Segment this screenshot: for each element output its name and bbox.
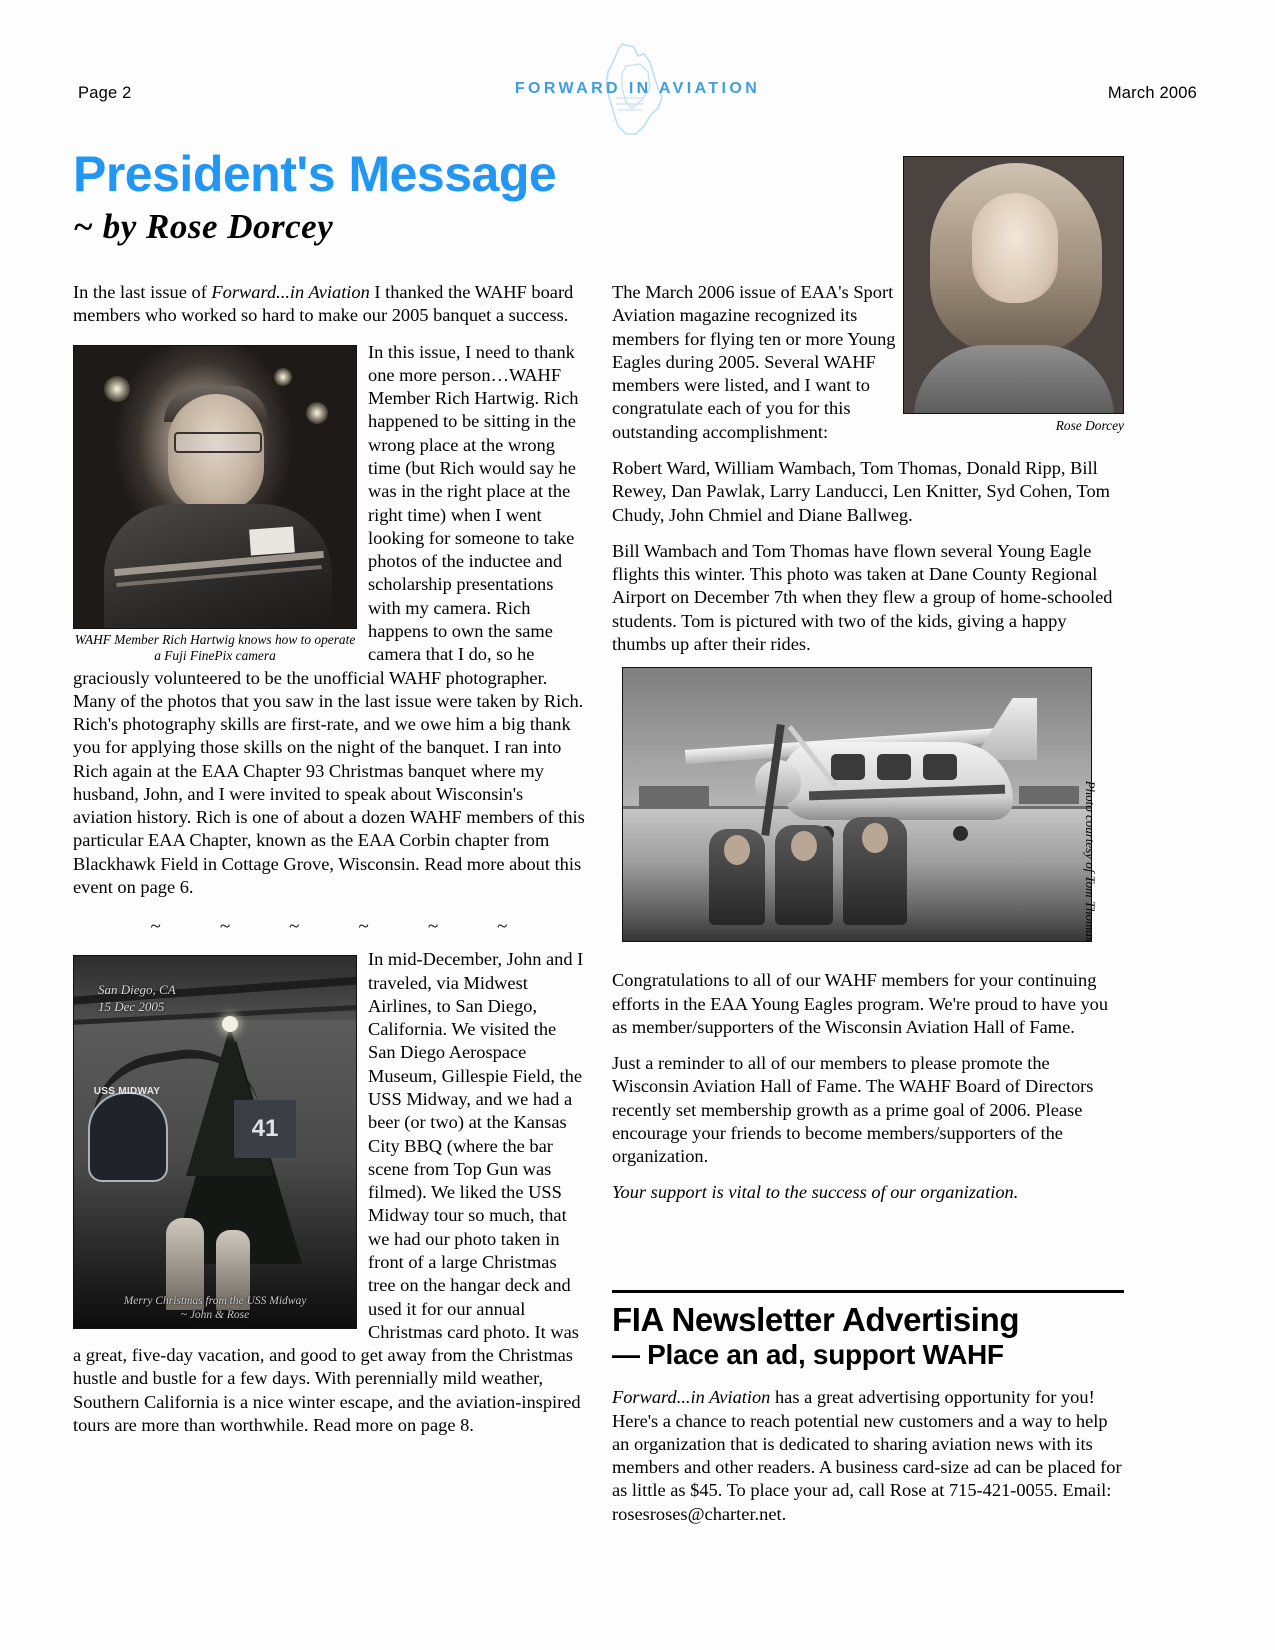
ship-badge-label: USS MIDWAY <box>93 1086 161 1098</box>
cabin-window <box>831 754 865 780</box>
name-badge <box>249 526 295 555</box>
paragraph-reminder: Just a reminder to all of our members to please promote the Wisconsin Aviation Hall of Fame. The WAHF Board of Directors recently set membership growth as a prime goal of 2006. Please encourage your friends to become members/supporters of the organization. <box>612 1053 1094 1167</box>
tilde-mark: ~ <box>358 916 369 938</box>
greeting-line-1: Merry Christmas from the USS Midway <box>123 1294 307 1307</box>
hull-number-sign: 41 <box>234 1100 296 1158</box>
page-number-label: Page 2 <box>78 84 132 102</box>
left-column <box>73 281 585 1450</box>
section-separator <box>73 912 585 948</box>
young-eagles-figure <box>622 667 1092 942</box>
airport-building-shape <box>1019 786 1079 804</box>
rich-hartwig-photo <box>73 345 357 629</box>
tilde-mark: ~ <box>427 916 439 938</box>
person-kneeling-shape <box>775 825 833 925</box>
stamp-date: 15 Dec 2005 <box>98 999 165 1015</box>
uss-midway-figure <box>73 955 357 1329</box>
photo-head-shape <box>168 394 264 512</box>
person-kneeling-shape <box>843 817 907 925</box>
paragraph-member-names: Robert Ward, William Wambach, Tom Thomas, Donald Ripp, Bill Rewey, Dan Pawlak, Larry Landucci, Len Knitter, Syd Cohen, Tom Chudy, John Chmiel and Diane Ballweg. <box>612 457 1110 525</box>
paragraph-rich-hartwig: In this issue, I need to thank one more person…WAHF Member Rich Hartwig. Rich happened to be sitting in the wrong place at the wrong time (but Rich would say he was in the right place at the right time) when I went looking for someone to take photos of the inductee and scholarship presentations with my camera. Rich happens to own the same camera that I do, so he graciously volunteered to be the unofficial WAHF photographer. Many of the photos that you saw in the last issue were taken by Rich. Rich's photography skills are first-rate, and we owe him a big thank you for applying those skills on the night of the banquet. I ran into Rich again at the EAA Chapter 93 Christmas banquet where my husband, John, and I were invited to speak about Wisconsin's aviation history. Rich is one of about a dozen WAHF members of this particular EAA Chapter, known as the EAA Corbin chapter from Blackhawk Field in Cottage Grove, Wisconsin. Read more about this event on page 6. <box>73 341 585 898</box>
cabin-window <box>923 754 957 780</box>
advertising-block <box>612 1290 1124 1526</box>
photo-date-stamp <box>98 982 176 1016</box>
paragraph-young-eagle-flights: Bill Wambach and Tom Thomas have flown several Young Eagle flights this winter. This photo was taken at Dane County Regional Airport on December 7th when they flew a group of home-schooled students. Tom is pictured with two of the kids, giving a happy thumbs up after their rides. <box>612 540 1113 654</box>
ship-badge-icon <box>88 1092 168 1182</box>
section-divider-rule <box>612 1290 1124 1293</box>
young-eagles-cessna-photo <box>622 667 1092 942</box>
article-byline: ~ by Rose Dorcey <box>73 206 334 246</box>
logo-wordmark: FORWARD IN AVIATION <box>514 80 761 97</box>
publication-logo <box>508 42 768 142</box>
person-head-shape <box>724 835 750 865</box>
publication-name-italic: Forward...in Aviation <box>211 282 370 302</box>
ceiling-light-icon <box>104 376 130 402</box>
landing-gear-wheel <box>953 826 968 841</box>
ad-section-title: FIA Newsletter Advertising <box>612 1301 1020 1338</box>
tilde-mark: ~ <box>150 916 161 938</box>
airport-building-shape <box>639 786 709 808</box>
ad-publication-name-italic: Forward...in Aviation <box>612 1387 771 1408</box>
paragraph-support-italic: Your support is vital to the success of our organization. <box>612 1182 1019 1203</box>
rich-hartwig-caption: WAHF Member Rich Hartwig knows how to operate a Fuji FinePix camera <box>74 631 356 663</box>
ad-body-text <box>612 1386 1124 1526</box>
greeting-line-2: ~ John & Rose <box>180 1308 250 1321</box>
person-head-shape <box>791 831 817 861</box>
photo-handwritten-overlay <box>74 1294 356 1323</box>
rich-hartwig-figure <box>73 345 357 664</box>
tilde-mark: ~ <box>497 916 508 938</box>
paragraph-intro <box>73 281 585 328</box>
masthead <box>0 0 1275 140</box>
cabin-window <box>877 754 911 780</box>
plane-photo-credit: Photo courtesy of Tom Thomas <box>1083 780 1098 942</box>
intro-text-b: I thanked the WAHF board members who worked so hard to make our 2005 banquet a success. <box>73 282 574 326</box>
stamp-location: San Diego, CA <box>98 982 176 998</box>
person-kneeling-shape <box>709 829 765 925</box>
glasses-icon <box>174 432 262 453</box>
issue-date-label: March 2006 <box>1107 84 1197 102</box>
person-head-shape <box>862 823 888 853</box>
tilde-mark: ~ <box>289 916 300 938</box>
article-title-block <box>73 148 603 247</box>
rose-portrait-caption: Rose Dorcey <box>1055 418 1124 433</box>
ceiling-light-icon <box>306 402 328 424</box>
ad-section-subtitle: — Place an ad, support WAHF <box>612 1338 1004 1370</box>
uss-midway-christmas-photo <box>73 955 357 1329</box>
tilde-mark: ~ <box>219 916 231 938</box>
ad-body-rest: has a great advertising opportunity for you! Here's a chance to reach potential new customers and a way to help an organization that is dedicated to sharing aviation news with its members and other readers. A business card-size ad can be placed for as little as $45. To place your ad, call Rose at 715-421-0055. Email: rosesroses@charter.net. <box>612 1387 1122 1524</box>
ceiling-light-icon <box>274 368 292 386</box>
intro-text-a: In the last issue of <box>73 282 212 302</box>
paragraph-sport-aviation: The March 2006 issue of EAA's Sport Aviation magazine recognized its members for flying ten or more Young Eagles during 2005. Several WAHF members were listed, and I want to congratulate each of you for this outstanding accomplishment: <box>612 282 896 442</box>
paragraph-congratulations: Congratulations to all of our WAHF members for your continuing efforts in the EAA Young Eagles program. We're proud to have you as member/supporters of the Wisconsin Aviation Hall of Fame. <box>612 970 1109 1037</box>
page-title: President's Message <box>73 146 557 202</box>
paragraph-san-diego: In mid-December, John and I traveled, via Midwest Airlines, to San Diego, California. We visited the San Diego Aerospace Museum, Gillespie Field, the USS Midway, and we had a beer (or two) at the Kansas City BBQ (where the bar scene from Top Gun was filmed). We liked the USS Midway tour so much, that we had our photo taken in front of a large Christmas tree on the hangar deck and used it for our annual Christmas card photo. It was a great, five-day vacation, and good to get away from the Christmas hustle and bustle for a few days. With perennially mild weather, Southern California is a nice winter escape, and the aviation-inspired tours are more than worthwhile. Read more on page 8. <box>73 949 584 1435</box>
